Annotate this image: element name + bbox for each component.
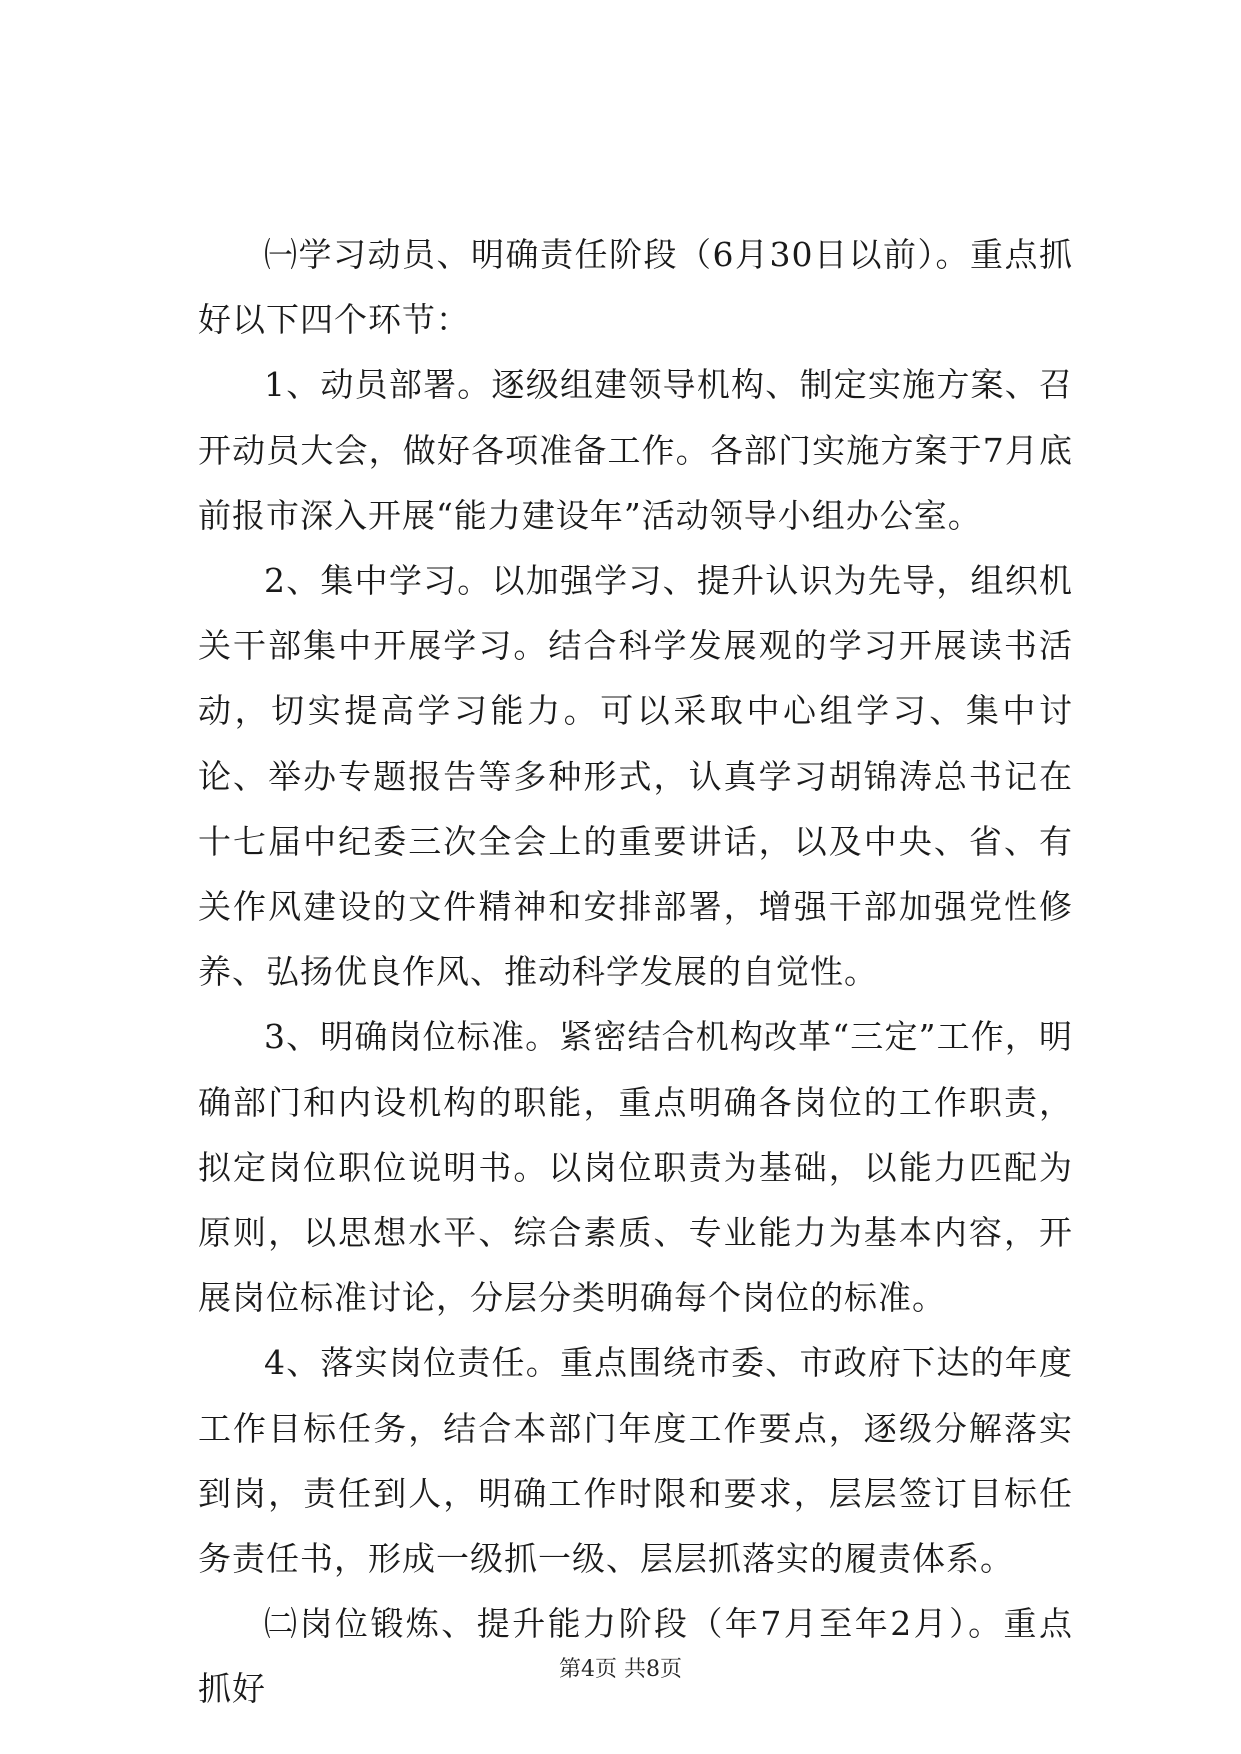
paragraph-post-standards: 3、明确岗位标准。紧密结合机构改革“三定”工作，明确部门和内设机构的职能，重点明确各岗位的工作职责，拟定岗位职位说明书。以岗位职责为基础，以能力匹配为原则，以思想水平、综合素质、专业能力为基本内容，开展岗位标准讨论，分层分类明确每个岗位的标准。: [198, 1017, 1073, 1318]
paragraph-stage-two-heading: ㈡岗位锻炼、提升能力阶段（年7月至年2月）。重点抓好: [198, 1604, 1073, 1709]
paragraph-stage-one-heading: ㈠学习动员、明确责任阶段（6月30日以前）。重点抓好以下四个环节：: [198, 235, 1073, 340]
page-number-footer: 第4页 共8页: [559, 1657, 682, 1682]
paragraph-post-responsibility: 4、落实岗位责任。重点围绕市委、市政府下达的年度工作目标任务，结合本部门年度工作要点，逐级分解落实到岗，责任到人，明确工作时限和要求，层层签订目标任务责任书，形成一级抓一级、层层抓落实的履责体系。: [198, 1343, 1073, 1579]
document-body: [198, 222, 1073, 1722]
paragraph-mobilization: 1、动员部署。逐级组建领导机构、制定实施方案、召开动员大会，做好各项准备工作。各部门实施方案于7月底前报市深入开展“能力建设年”活动领导小组办公室。: [198, 365, 1073, 535]
paragraph-centralized-study: 2、集中学习。以加强学习、提升认识为先导，组织机关干部集中开展学习。结合科学发展观的学习开展读书活动，切实提高学习能力。可以采取中心组学习、集中讨论、举办专题报告等多种形式，认真学习胡锦涛总书记在十七届中纪委三次全会上的重要讲话，以及中央、省、有关作风建设的文件精神和安排部署，增强干部加强党性修养、弘扬优良作风、推动科学发展的自觉性。: [198, 561, 1073, 992]
